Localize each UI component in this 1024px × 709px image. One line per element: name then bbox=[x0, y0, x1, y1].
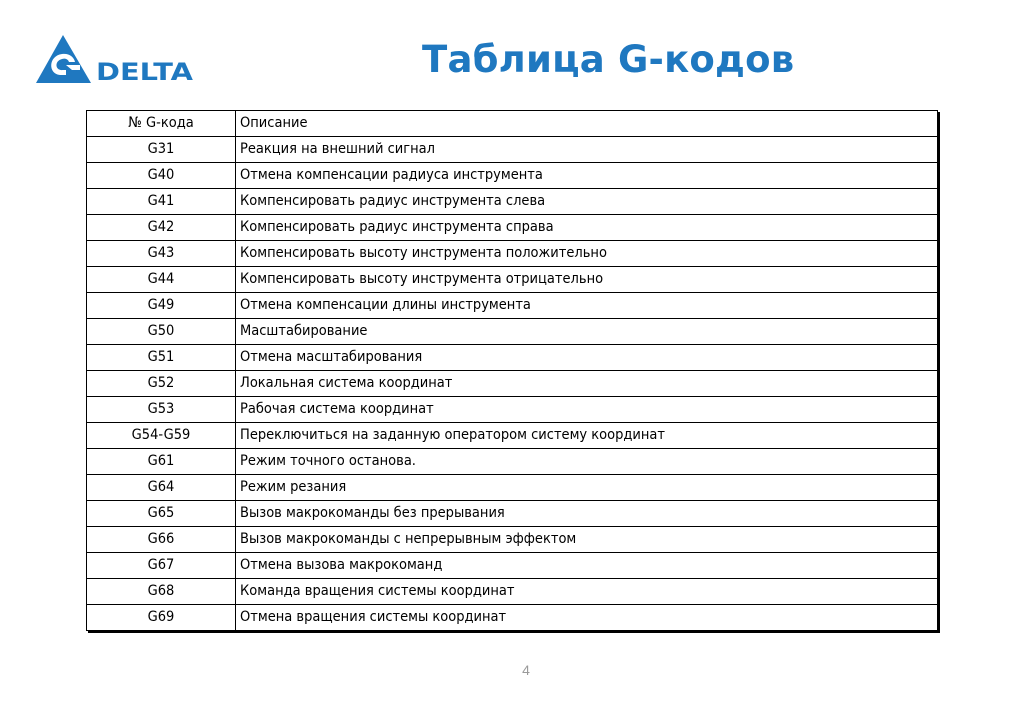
page-title: Таблица G-кодов bbox=[422, 38, 795, 81]
description-cell: Компенсировать радиус инструмента справа bbox=[236, 215, 938, 241]
table-row bbox=[87, 553, 938, 579]
logo-text: DELTA bbox=[96, 58, 194, 86]
table-row bbox=[87, 137, 938, 163]
g-code-cell: G49 bbox=[87, 293, 236, 319]
g-code-cell: G43 bbox=[87, 241, 236, 267]
g-code-cell: G42 bbox=[87, 215, 236, 241]
description-cell: Реакция на внешний сигнал bbox=[236, 137, 938, 163]
table-row bbox=[87, 267, 938, 293]
g-code-cell: G68 bbox=[87, 579, 236, 605]
table-row bbox=[87, 293, 938, 319]
g-code-cell: G67 bbox=[87, 553, 236, 579]
g-code-cell: G66 bbox=[87, 527, 236, 553]
table-row bbox=[87, 163, 938, 189]
description-cell: Масштабирование bbox=[236, 319, 938, 345]
table-row bbox=[87, 501, 938, 527]
description-cell: Переключиться на заданную оператором систему координат bbox=[236, 423, 938, 449]
description-cell: Отмена масштабирования bbox=[236, 345, 938, 371]
description-cell: Команда вращения системы координат bbox=[236, 579, 938, 605]
table-row bbox=[87, 579, 938, 605]
table-row bbox=[87, 423, 938, 449]
g-code-cell: G51 bbox=[87, 345, 236, 371]
description-cell: Компенсировать высоту инструмента отрицательно bbox=[236, 267, 938, 293]
description-cell: Режим точного останова. bbox=[236, 449, 938, 475]
page-number: 4 bbox=[522, 662, 530, 678]
description-cell: Локальная система координат bbox=[236, 371, 938, 397]
delta-logo bbox=[36, 32, 196, 88]
table-row bbox=[87, 241, 938, 267]
description-cell: Отмена вызова макрокоманд bbox=[236, 553, 938, 579]
description-cell: Отмена вращения системы координат bbox=[236, 605, 938, 631]
table-row bbox=[87, 371, 938, 397]
table-row bbox=[87, 345, 938, 371]
table-row bbox=[87, 475, 938, 501]
g-code-cell: G40 bbox=[87, 163, 236, 189]
table-row bbox=[87, 449, 938, 475]
g-code-cell: G31 bbox=[87, 137, 236, 163]
g-code-cell: G44 bbox=[87, 267, 236, 293]
description-cell: Отмена компенсации длины инструмента bbox=[236, 293, 938, 319]
g-code-cell: G64 bbox=[87, 475, 236, 501]
table-row bbox=[87, 189, 938, 215]
description-cell: Компенсировать радиус инструмента слева bbox=[236, 189, 938, 215]
table-header-row bbox=[87, 111, 938, 137]
description-cell: Компенсировать высоту инструмента положительно bbox=[236, 241, 938, 267]
g-code-cell: G41 bbox=[87, 189, 236, 215]
header-code: № G-кода bbox=[87, 111, 236, 137]
description-cell: Вызов макрокоманды с непрерывным эффектом bbox=[236, 527, 938, 553]
g-code-cell: G50 bbox=[87, 319, 236, 345]
description-cell: Рабочая система координат bbox=[236, 397, 938, 423]
table-row bbox=[87, 397, 938, 423]
g-code-cell: G52 bbox=[87, 371, 236, 397]
delta-logo-icon bbox=[36, 32, 196, 88]
g-code-cell: G65 bbox=[87, 501, 236, 527]
description-cell: Режим резания bbox=[236, 475, 938, 501]
g-code-cell: G53 bbox=[87, 397, 236, 423]
g-code-cell: G69 bbox=[87, 605, 236, 631]
table-row bbox=[87, 527, 938, 553]
g-code-cell: G61 bbox=[87, 449, 236, 475]
header-description: Описание bbox=[236, 111, 938, 137]
table-row bbox=[87, 319, 938, 345]
g-code-table bbox=[86, 110, 938, 631]
table-row bbox=[87, 605, 938, 631]
description-cell: Вызов макрокоманды без прерывания bbox=[236, 501, 938, 527]
table-row bbox=[87, 215, 938, 241]
description-cell: Отмена компенсации радиуса инструмента bbox=[236, 163, 938, 189]
g-code-cell: G54-G59 bbox=[87, 423, 236, 449]
